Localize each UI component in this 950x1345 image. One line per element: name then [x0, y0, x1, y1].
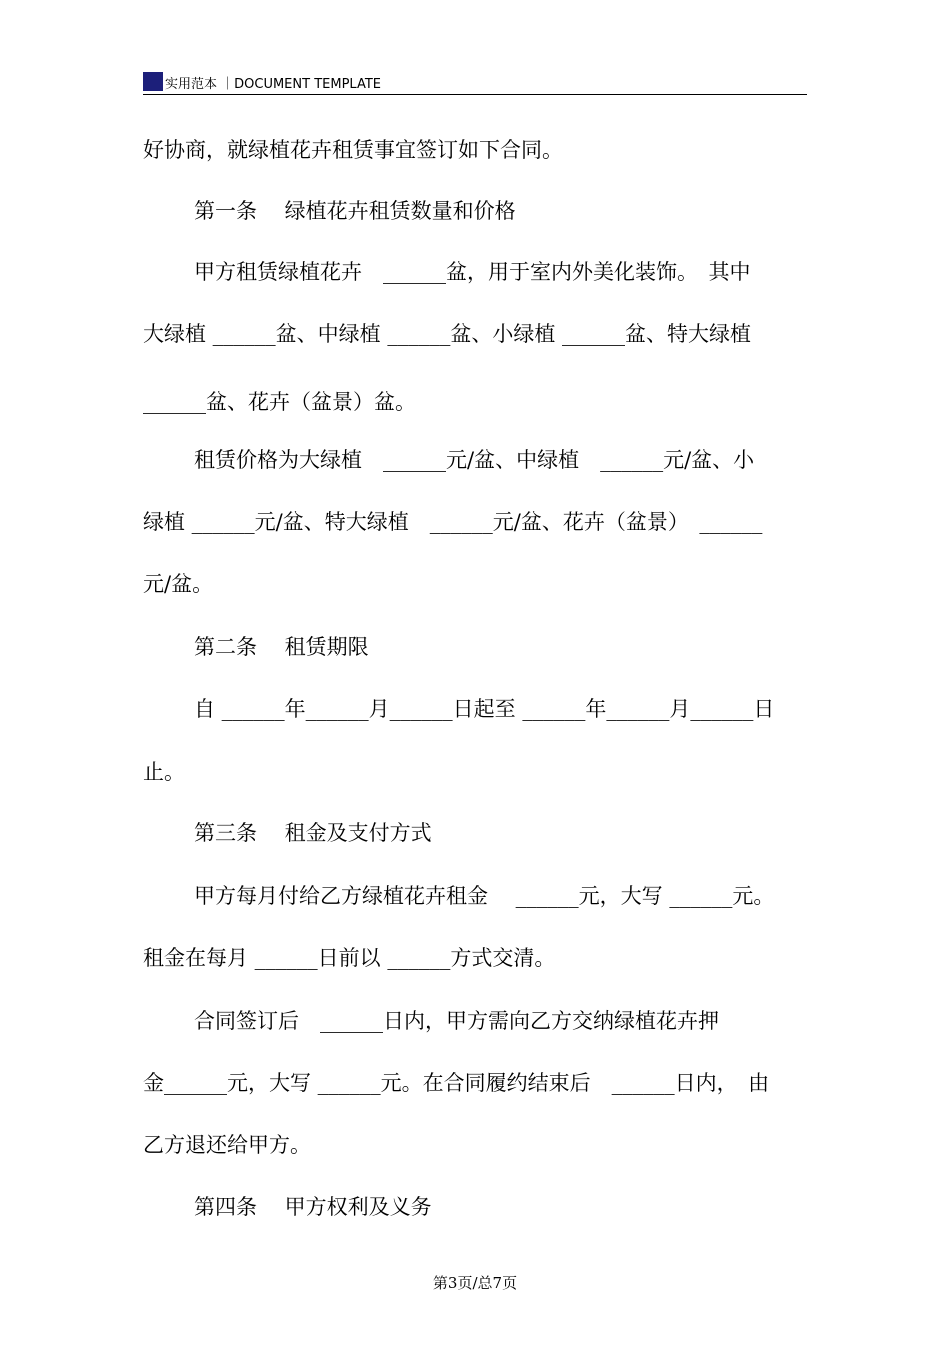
- text-line: 甲方每月付给乙方绿植花卉租金 ______元，大写 ______元。: [194, 884, 775, 908]
- page-number: 第3页/总7页: [432, 1274, 518, 1292]
- text-line: 合同签订后 ______日内，甲方需向乙方交纳绿植花卉押: [194, 1009, 719, 1033]
- text-line: 大绿植 ______盆、中绿植 ______盆、小绿植 ______盆、特大绿植: [143, 322, 752, 346]
- text-line: 绿植 ______元/盆、特大绿植 ______元/盆、花卉（盆景） ______: [143, 510, 763, 534]
- text-line: 租金在每月 ______日前以 ______方式交清。: [143, 946, 556, 970]
- text-line: 甲方租赁绿植花卉 ______盆，用于室内外美化装饰。 其中: [194, 260, 751, 284]
- article-heading: 第三条 租金及支付方式: [194, 821, 432, 845]
- article-heading: 第四条 甲方权利及义务: [194, 1195, 432, 1219]
- logo-square: [143, 72, 163, 91]
- text-line: ______盆、花卉（盆景）盆。: [143, 390, 416, 414]
- article-heading: 第二条 租赁期限: [194, 635, 369, 659]
- page-header: [143, 70, 807, 95]
- text-line: 乙方退还给甲方。: [143, 1133, 311, 1157]
- text-line: 好协商，就绿植花卉租赁事宜签订如下合同。: [143, 138, 563, 162]
- text-line: 止。: [143, 760, 185, 784]
- article-heading: 第一条 绿植花卉租赁数量和价格: [194, 199, 516, 223]
- text-line: 金______元，大写 ______元。在合同履约结束后 ______日内， 由: [143, 1071, 770, 1095]
- header-title: 实用范本 ｜DOCUMENT TEMPLATE: [165, 77, 381, 92]
- text-line: 租赁价格为大绿植 ______元/盆、中绿植 ______元/盆、小: [194, 448, 755, 472]
- text-line: 元/盆。: [143, 572, 214, 596]
- text-line: 自 ______年______月______日起至 ______年______月______日: [194, 697, 775, 721]
